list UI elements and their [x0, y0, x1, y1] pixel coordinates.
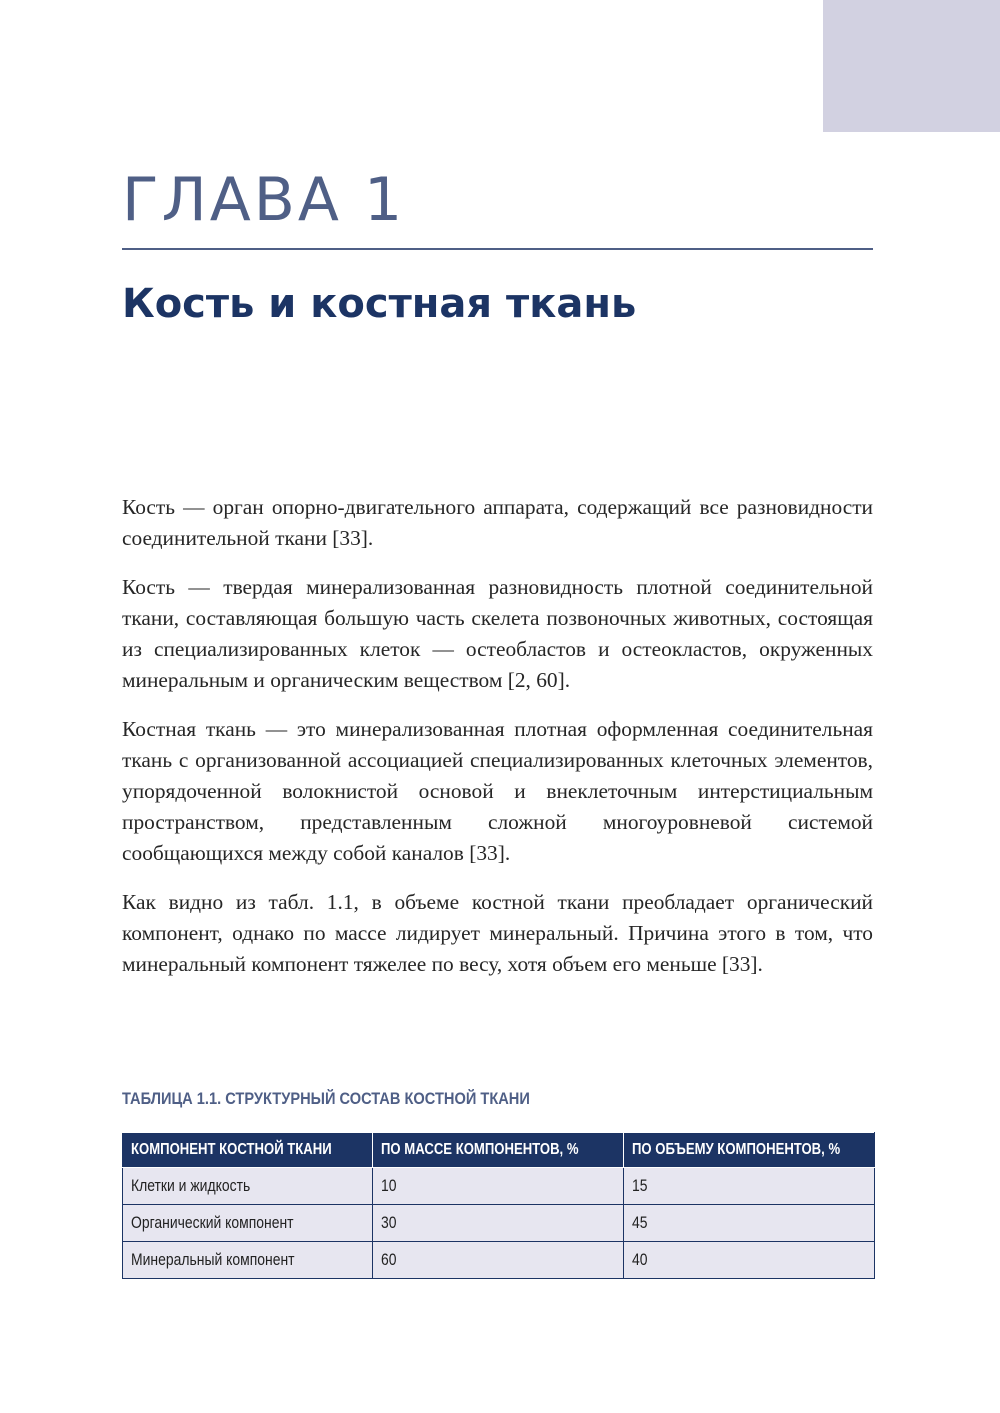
corner-tab [823, 0, 1000, 132]
paragraph: Кость — твердая минерализованная разновидность плотной соединительной ткани, составляющая большую часть скелета позвоночных животных, состоящая из специализированных клеток — остеобластов и остеокластов, окруженных минеральным и органическим веществом [2, 60]. [122, 575, 873, 692]
composition-table [122, 1132, 875, 1279]
body-text [122, 492, 873, 998]
table-header-label: КОМПОНЕНТ КОСТНОЙ ТКАНИ [131, 1141, 332, 1158]
table-header-cell [624, 1133, 875, 1168]
table-cell-text: Клетки и жидкость [131, 1176, 251, 1195]
paragraph: Как видно из табл. 1.1, в объеме костной ткани преобладает органический компонент, однако по массе лидирует минеральный. Причина этого в том, что минеральный компонент тяжелее по весу, хотя объем его меньше [33]. [122, 890, 873, 976]
paragraph: Костная ткань — это минерализованная плотная оформленная соединительная ткань с организованной ассоциацией специализированных клеточных элементов, упорядоченной волокнистой основой и внеклеточным интерстициальным пространством, представленным сложной многоуровневой системой сообщающихся между собой каналов [33]. [122, 717, 873, 865]
table-cell-text: 10 [381, 1176, 397, 1195]
table-caption-title: СТРУКТУРНЫЙ СОСТАВ КОСТНОЙ ТКАНИ [225, 1089, 530, 1108]
chapter-title: Кость и костная ткань [122, 281, 637, 327]
table-header-cell [123, 1133, 373, 1168]
table-cell [123, 1205, 373, 1242]
table-cell [624, 1242, 875, 1279]
table-cell-text: 45 [632, 1213, 648, 1232]
table-cell [624, 1168, 875, 1205]
table-header-row [123, 1133, 875, 1168]
chapter-divider [122, 248, 873, 250]
table-cell-text: Органический компонент [131, 1213, 294, 1232]
table-cell [373, 1168, 624, 1205]
table-header-label: ПО ОБЪЕМУ КОМПОНЕНТОВ, % [632, 1141, 841, 1158]
table-row [123, 1168, 875, 1205]
paragraph: Кость — орган опорно-двигательного аппарата, содержащий все разновидности соединительной ткани [33]. [122, 495, 873, 550]
table-cell [123, 1168, 373, 1205]
table-cell [123, 1242, 373, 1279]
table-cell [373, 1242, 624, 1279]
table-cell [373, 1205, 624, 1242]
table-header-label: ПО МАССЕ КОМПОНЕНТОВ, % [381, 1141, 579, 1158]
table-cell-text: 60 [381, 1250, 397, 1269]
table-cell-text: 40 [632, 1250, 648, 1269]
table-caption-number: ТАБЛИЦА 1.1. [122, 1089, 222, 1108]
table-cell-text: Минеральный компонент [131, 1250, 295, 1269]
table-header-cell [373, 1133, 624, 1168]
table-cell-text: 30 [381, 1213, 397, 1232]
chapter-label: ГЛАВА 1 [122, 165, 406, 235]
table-caption [122, 1087, 530, 1111]
table-row [123, 1242, 875, 1279]
table-row [123, 1205, 875, 1242]
table-cell [624, 1205, 875, 1242]
table-cell-text: 15 [632, 1176, 648, 1195]
